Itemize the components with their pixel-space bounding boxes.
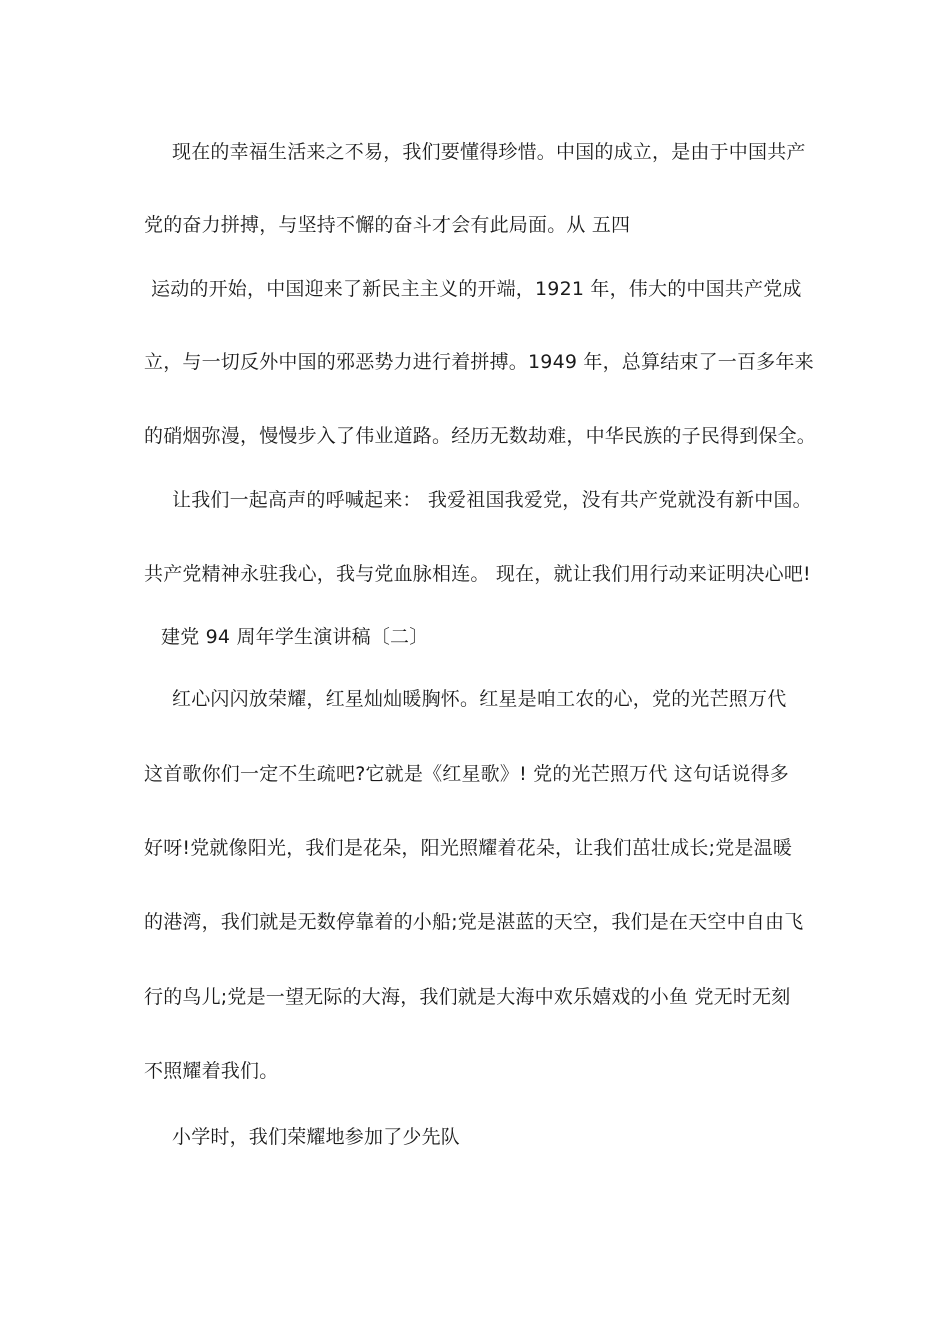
paragraph-line-15: 小学时，我们荣耀地参加了少先队 <box>172 1126 461 1148</box>
paragraph-line-7: 共产党精神永驻我心，我与党血脉相连。 现在，就让我们用行动来证明决心吧! <box>144 563 811 585</box>
paragraph-line-4: 立，与一切反外中国的邪恶势力进行着拼搏。1949 年，总算结束了一百多年来 <box>144 351 814 373</box>
paragraph-line-9: 红心闪闪放荣耀，红星灿灿暖胸怀。红星是咱工农的心，党的光芒照万代 <box>172 688 787 710</box>
paragraph-line-10: 这首歌你们一定不生疏吧?它就是《红星歌》! 党的光芒照万代 这句话说得多 <box>144 763 789 785</box>
paragraph-line-2: 党的奋力拼搏，与坚持不懈的奋斗才会有此局面。从 五四 <box>144 214 631 236</box>
paragraph-line-3: 运动的开始，中国迎来了新民主主义的开端，1921 年，伟大的中国共产党成 <box>151 278 802 300</box>
paragraph-line-11: 好呀!党就像阳光，我们是花朵，阳光照耀着花朵，让我们茁壮成长;党是温暖 <box>144 837 793 859</box>
section-heading: 建党 94 周年学生演讲稿〔二〕 <box>161 626 429 648</box>
paragraph-line-6: 让我们一起高声的呼喊起来： 我爱祖国我爱党，没有共产党就没有新中国。 <box>172 489 812 511</box>
paragraph-line-14: 不照耀着我们。 <box>144 1060 279 1082</box>
paragraph-line-1: 现在的幸福生活来之不易，我们要懂得珍惜。中国的成立，是由于中国共产 <box>172 141 806 163</box>
paragraph-line-12: 的港湾，我们就是无数停靠着的小船;党是湛蓝的天空，我们是在天空中自由飞 <box>144 911 804 933</box>
paragraph-line-13: 行的鸟儿;党是一望无际的大海，我们就是大海中欢乐嬉戏的小鱼 党无时无刻 <box>144 986 791 1008</box>
paragraph-line-5: 的硝烟弥漫，慢慢步入了伟业道路。经历无数劫难，中华民族的子民得到保全。 <box>144 425 817 447</box>
